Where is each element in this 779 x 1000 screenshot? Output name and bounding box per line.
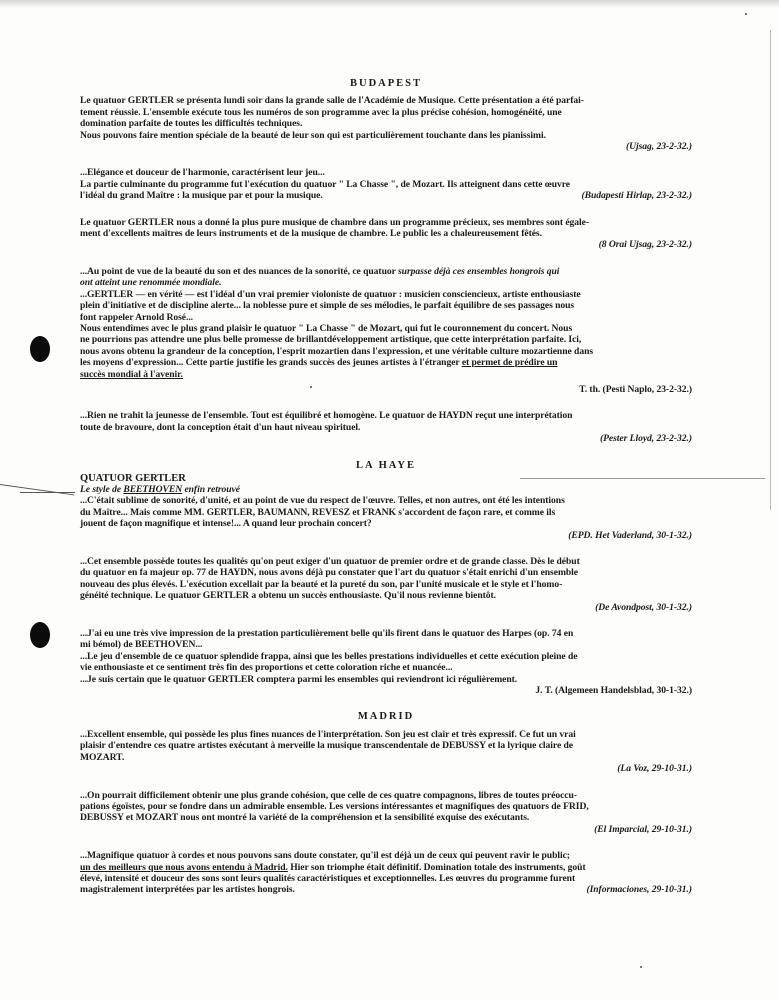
la-haye-subheading: Le style de BEETHOVEN enfin retrouvé — [80, 483, 240, 495]
scan-artifact-edge — [770, 30, 771, 510]
review-source: (Budapesti Hirlap, 23-2-32.) — [581, 190, 692, 202]
section-heading-madrid: MADRID — [357, 711, 415, 723]
review-source: (8 Orai Ujsag, 23-2-32.) — [598, 239, 692, 251]
punch-hole-lower — [30, 622, 50, 648]
review-la-voz: ...Excellent ensemble, qui possède les plus fines nuances de l'interprétation. Son jeu est clair et très expressif. Ce fut un vrai plaisir d'entendre ces quatre artistes exécutant à merveille la musique transcendentale de DEBUSSY et la lyrique claire de MOZART. (La Voz, 29-10-31.) — [80, 728, 692, 775]
review-source: (Pester Lloyd, 23-2-32.) — [599, 433, 692, 445]
review-ujsag: Le quatuor GERTLER se présenta lundi soir dans la grande salle de l'Académie de Musique. Cette présentation a été parfai- tement réussie. L'ensemble exécute tous les numéros de son programme avec la plus précise cohésion, homogénéité, une domination parfaite de toutes les difficultés techniques. Nous pouvons faire mention spéciale de la beauté de leur son qui est particulièrement touchante dans les pianissimi. (Ujsag, 23-2-32.) — [80, 95, 692, 153]
review-het-vaderland: ...C'était sublime de sonorité, d'unité, et au point de vue du respect de l'œuvre. Telles, et non autres, ont été les intentions du Maître... Mais comme MM. GERTLER, BAUMANN, REVESZ et FRANK s'accordent de façon rare, et comme ils jouent de façon magnifique et intense!... A quand leur prochain concert? (EPD. Het Vaderland, 30-1-32.) — [80, 495, 692, 541]
review-informaciones: ...Magnifique quatuor à cordes et nous pouvons sans doute constater, qu'il est déjà un de ceux qui peuvent ravir le public; un des meilleurs que nous avons entendu à Madrid. Hier son triomphe était définitif. Domination totale des instruments, goût élevé, intensité et douceur des sons sont leurs qualités caractéristiques et exceptionnelles. Les œuvres du programme furent magistralement interprétées par les artistes hongrois. (Informaciones, 29-10-31.) — [80, 850, 692, 896]
review-source: (La Voz, 29-10-31.) — [617, 763, 692, 775]
document-content — [80, 78, 692, 911]
review-source: (EPD. Het Vaderland, 30-1-32.) — [568, 529, 692, 541]
scan-artifact-dot — [640, 966, 642, 968]
scan-artifact-dot — [745, 13, 747, 15]
review-source: (Ujsag, 23-2-32.) — [625, 141, 692, 153]
review-pesti-naplo: ...Au point de vue de la beauté du son et des nuances de la sonorité, ce quatuor surpasse déjà ces ensembles hongrois qui ont atteint une renommée mondiale. ...GERTLER — en vérité — est l'idéal d'un vrai premier violoniste de quatuor : musicien consciencieux, artiste enthousiaste plein d'initiative et de discipline alerte... la noblesse pure et simple de ses mélodies, le parfait équilibre de ses passages nous font rappeler Arnold Rosé... Nous entendîmes avec le plus grand plaisir le quatuor " La Chasse " de Mozart, qui fut le couronnement du concert. Nous ne pourrions pas attendre une plus belle promesse de brillantdéveloppement artistique, que cette interprétation parfaite. Ici, nous avons obtenu la grandeur de la conception, l'esprit mozartien dans l'expression, et une véritable culture mozartienne dans les moyens d'expression... Cette partie justifie les grands succès des jeunes artistes à l'étranger et permet de prédire un succès mondial à l'avenir. T. th. (Pesti Naplo, 23-2-32.) — [80, 265, 692, 395]
review-source: (Informaciones, 29-10-31.) — [586, 884, 692, 896]
review-el-imparcial: ...On pourrait difficilement obtenir une plus grande cohésion, que celle de ces quatre compagnons, libres de toutes préoccu- pations égoïstes, pour se fondre dans un admirable ensemble. Les versions intéressantes et magnifiques des quatuors de FRID, DEBUSSY et MOZART nous ont montré la variété de la compréhension et la sensibilité exquise des exécutants. (El Imparcial, 29-10-31.) — [80, 789, 692, 835]
review-source: J. T. (Algemeen Handelsblad, 30-1-32.) — [535, 685, 692, 697]
scan-artifact-line — [0, 484, 74, 495]
review-budapesti-hirlap: ...Elégance et douceur de l'harmonie, caractérisent leur jeu... La partie culminante du programme fut l'exécution du quatuor " La Chasse ", de Mozart. Ils atteignent dans cette œuvre l'idéal du grand Maître : la musique par et pour la musique. (Budapesti Hirlap, 23-2-32.) — [80, 167, 692, 202]
review-8-orai-ujsag: Le quatuor GERTLER nous a donné la plus pure musique de chambre dans un programme précieux, ses membres sont égale- ment d'excellents maîtres de leurs instruments et de la musique de chambre. Le public les a chaleureusement fêtés. (8 Orai Ujsag, 23-2-32.) — [80, 216, 692, 251]
review-algemeen-handelsblad: ...J'ai eu une très vive impression de la prestation particulièrement belle qu'ils firent dans le quatuor des Harpes (op. 74 en mi bémol) de BEETHOVEN... ...Le jeu d'ensemble de ce quatuor splendide frappa, ainsi que les belles prestations individuelles et cette exécution pleine de vie enthousiaste et ce sentiment très fin des proportions et cette coloration riche et nuancée... ...Je suis certain que le quatuor GERTLER comptera parmi les ensembles qui reviendront ici régulièrement. J. T. (Algemeen Handelsblad, 30-1-32.) — [80, 628, 692, 697]
scan-artifact-line — [20, 492, 75, 493]
review-pester-lloyd: ...Rien ne trahit la jeunesse de l'ensemble. Tout est équilibré et homogène. Le quatuor de HAYDN reçut une interprétation toute de bravoure, dont la conception était d'un haut niveau spirituel. (Pester Lloyd, 23-2-32.) — [80, 410, 692, 445]
review-source: (De Avondpost, 30-1-32.) — [595, 601, 692, 613]
review-source: T. th. (Pesti Naplo, 23-2-32.) — [579, 383, 692, 395]
review-source: (El Imparcial, 29-10-31.) — [594, 823, 692, 835]
la-haye-heading: QUATUOR GERTLER — [80, 472, 186, 484]
section-heading-la-haye: LA HAYE — [355, 459, 416, 471]
punch-hole-upper — [30, 336, 50, 362]
section-heading-budapest: BUDAPEST — [349, 78, 422, 89]
scan-edge-shadow — [0, 0, 779, 8]
review-de-avondpost: ...Cet ensemble possède toutes les qualités qu'on peut exiger d'un quatuor de premier ordre et de grande classe. Dès le début du quatuor en fa majeur op. 77 de HAYDN, nous avons déjà pu constater que l'art du quatuor s'était enrichi d'un ensemble nouveau des plus élevés. L'exécution excellait par la beauté et la pureté du son, par l'unité musicale et le style et l'homo- généité technique. Le quatuor GERTLER a obtenu un succès enthousiaste. Qu'il nous revienne bientôt. (De Avondpost, 30-1-32.) — [80, 556, 692, 613]
